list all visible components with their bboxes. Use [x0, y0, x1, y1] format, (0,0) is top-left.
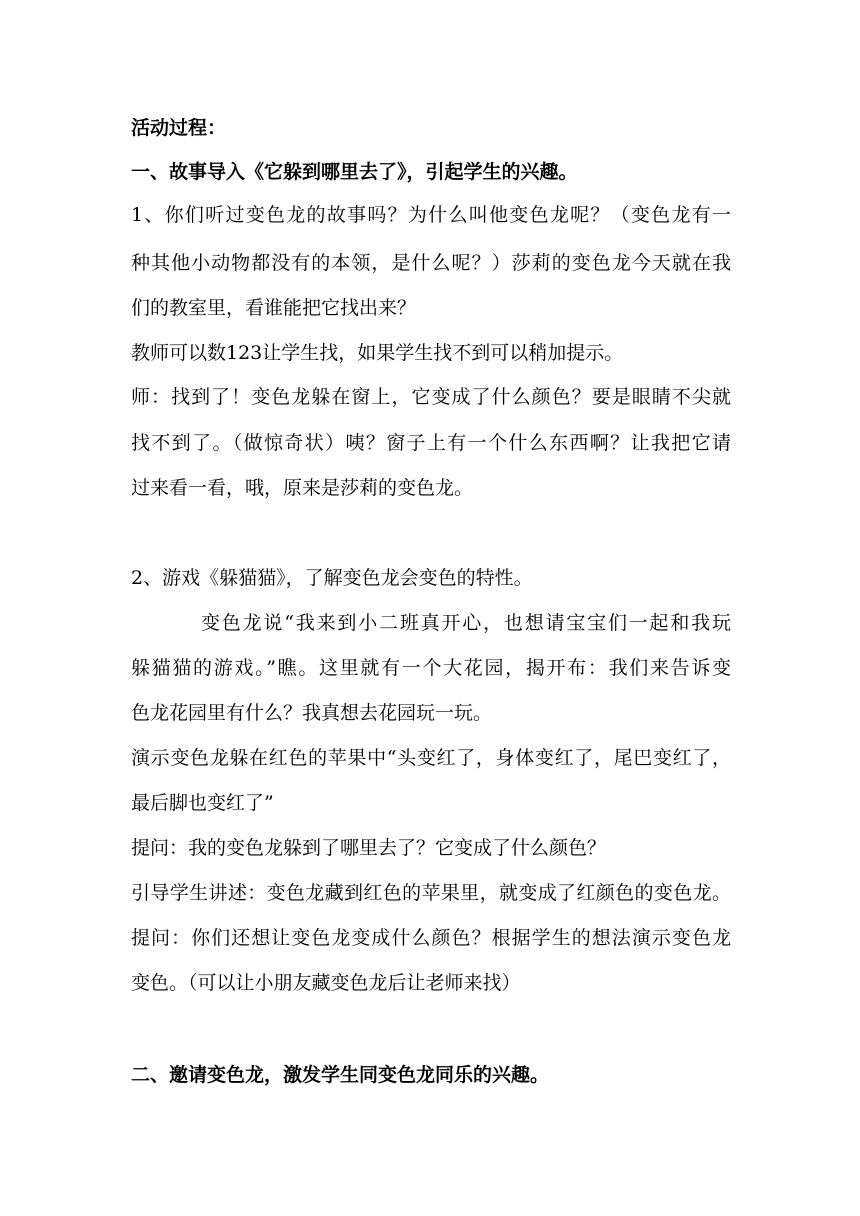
paragraph-1-line-1: 1、你们听过变色龙的故事吗？为什么叫他变色龙呢？（变色龙有一 [131, 204, 731, 226]
paragraph-3-line-3: 过来看一看，哦，原来是莎莉的变色龙。 [131, 477, 474, 499]
paragraph-6-line-2: 最后脚也变红了” [131, 792, 274, 814]
paragraph-2: 教师可以数123让学生找，如果学生找不到可以稍加提示。 [131, 342, 624, 364]
paragraph-1-line-2: 种其他小动物都没有的本领，是什么呢？）莎莉的变色龙今天就在我 [131, 252, 731, 274]
paragraph-5-line-1: 变色龙说“我来到小二班真开心，也想请宝宝们一起和我玩 [201, 612, 731, 634]
paragraph-6-line-1: 演示变色龙躲在红色的苹果中“头变红了，身体变红了，尾巴变红了， [131, 747, 731, 769]
paragraph-3-line-2: 找不到了。（做惊奇状）咦？窗子上有一个什么东西啊？让我把它请 [131, 432, 731, 454]
paragraph-9-line-2: 变色。（可以让小朋友藏变色龙后让老师来找） [131, 972, 521, 994]
paragraph-3-line-1: 师：找到了！变色龙躲在窗上，它变成了什么颜色？要是眼睛不尖就 [131, 386, 731, 408]
section-2-title: 二、邀请变色龙，激发学生同变色龙同乐的兴趣。 [131, 1064, 550, 1086]
paragraph-5-line-2: 躲猫猫的游戏。”瞧。这里就有一个大花园，揭开布：我们来告诉变 [131, 657, 731, 679]
paragraph-9-line-1: 提问：你们还想让变色龙变成什么颜色？根据学生的想法演示变色龙 [131, 927, 731, 949]
paragraph-5-line-3: 色龙花园里有什么？我真想去花园玩一玩。 [131, 702, 493, 724]
paragraph-1-line-3: 们的教室里，看谁能把它找出来？ [131, 297, 417, 319]
paragraph-7: 提问：我的变色龙躲到了哪里去了？它变成了什么颜色？ [131, 837, 607, 859]
paragraph-8: 引导学生讲述：变色龙藏到红色的苹果里，就变成了红颜色的变色龙。 [131, 882, 731, 904]
activity-heading: 活动过程： [131, 117, 227, 139]
section-1-title: 一、故事导入《它躲到哪里去了》，引起学生的兴趣。 [131, 161, 578, 183]
paragraph-4: 2、游戏《躲猫猫》，了解变色龙会变色的特性。 [131, 567, 533, 589]
